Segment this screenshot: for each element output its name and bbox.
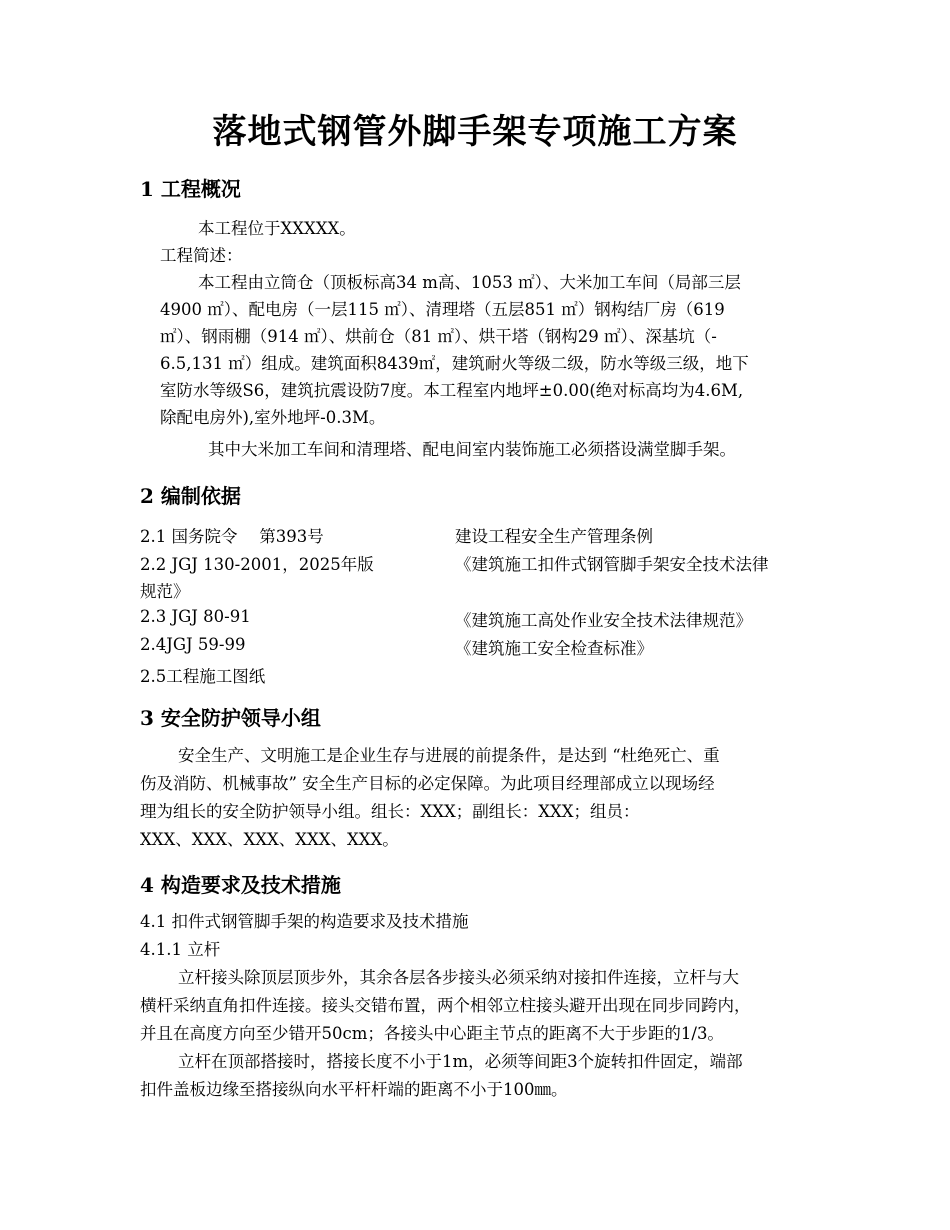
reference-title: 《建筑施工扣件式钢管脚手架安全技术法律 bbox=[455, 555, 769, 574]
paragraph-line: 横杆采纳直角扣件连接。接头交错布置，两个相邻立柱接头避开出现在同步同跨内， bbox=[140, 996, 751, 1015]
paragraph-line: 除配电房外),室外地坪-0.3M。 bbox=[160, 408, 386, 427]
reference-title: 建设工程安全生产管理条例 bbox=[455, 527, 653, 546]
reference-code: 2.2 JGJ 130-2001，2025年版 bbox=[140, 555, 374, 574]
paragraph-line: 6.5,131 ㎡）组成。建筑面积8439㎡，建筑耐火等级二级，防水等级三级，地下 bbox=[160, 354, 749, 373]
section-3-heading: 3 安全防护领导小组 bbox=[140, 706, 321, 730]
document-title: 落地式钢管外脚手架专项施工方案 bbox=[212, 112, 738, 152]
paragraph-line: 扣件盖板边缘至搭接纵向水平杆杆端的距离不小于100㎜。 bbox=[140, 1080, 568, 1099]
section-1-heading: 1 工程概况 bbox=[140, 177, 241, 201]
paragraph-line: 伤及消防、机械事故” 安全生产目标的必定保障。为此项目经理部成立以现场经 bbox=[140, 774, 715, 793]
paragraph-line: 工程简述： bbox=[160, 246, 243, 265]
section-2-heading: 2 编制依据 bbox=[140, 484, 241, 508]
paragraph-line: 室防水等级S6，建筑抗震设防7度。本工程室内地坪±0.00(绝对标高均为4.6M, bbox=[160, 381, 744, 400]
reference-title: 《建筑施工高处作业安全技术法律规范》 bbox=[455, 611, 752, 630]
reference-code: 规范》 bbox=[140, 582, 190, 601]
paragraph-line: 立杆接头除顶层顶步外，其余各层各步接头必须采纳对接扣件连接，立杆与大 bbox=[178, 968, 739, 987]
subsection-heading: 4.1.1 立杆 bbox=[140, 940, 221, 959]
paragraph-line: XXX、XXX、XXX、XXX、XXX。 bbox=[140, 830, 399, 849]
reference-code: 2.3 JGJ 80-91 bbox=[140, 607, 251, 626]
reference-code: 2.5工程施工图纸 bbox=[140, 667, 266, 686]
reference-title: 《建筑施工安全检查标准》 bbox=[455, 639, 653, 658]
paragraph-line: 理为组长的安全防护领导小组。组长：XXX；副组长：XXX；组员： bbox=[140, 802, 640, 821]
paragraph-line: 本工程由立筒仓（顶板标高34 m高、1053 ㎡）、大米加工车间（局部三层 bbox=[198, 273, 741, 292]
reference-code: 2.4JGJ 59-99 bbox=[140, 635, 246, 654]
reference-code: 2.1 国务院令 第393号 bbox=[140, 527, 324, 546]
paragraph-line: 立杆在顶部搭接时，搭接长度不小于1m，必须等间距3个旋转扣件固定，端部 bbox=[178, 1052, 743, 1071]
paragraph-line: 其中大米加工车间和清理塔、配电间室内装饰施工必须搭设满堂脚手架。 bbox=[208, 440, 736, 459]
paragraph-line: 安全生产、文明施工是企业生存与进展的前提条件，是达到 “杜绝死亡、重 bbox=[178, 746, 720, 765]
paragraph-line: 本工程位于XXXXX。 bbox=[198, 219, 356, 238]
subsection-heading: 4.1 扣件式钢管脚手架的构造要求及技术措施 bbox=[140, 912, 469, 931]
section-4-heading: 4 构造要求及技术措施 bbox=[140, 873, 341, 897]
paragraph-line: 4900 ㎡）、配电房（一层115 ㎡）、清理塔（五层851 ㎡）钢构结厂房（619 bbox=[160, 300, 725, 319]
paragraph-line: 并且在高度方向至少错开50cm；各接头中心距主节点的距离不大于步距的1/3。 bbox=[140, 1024, 724, 1043]
paragraph-line: ㎡）、钢雨棚（914 ㎡）、烘前仓（81 ㎡）、烘干塔（钢构29 ㎡）、深基坑（- bbox=[160, 327, 717, 346]
